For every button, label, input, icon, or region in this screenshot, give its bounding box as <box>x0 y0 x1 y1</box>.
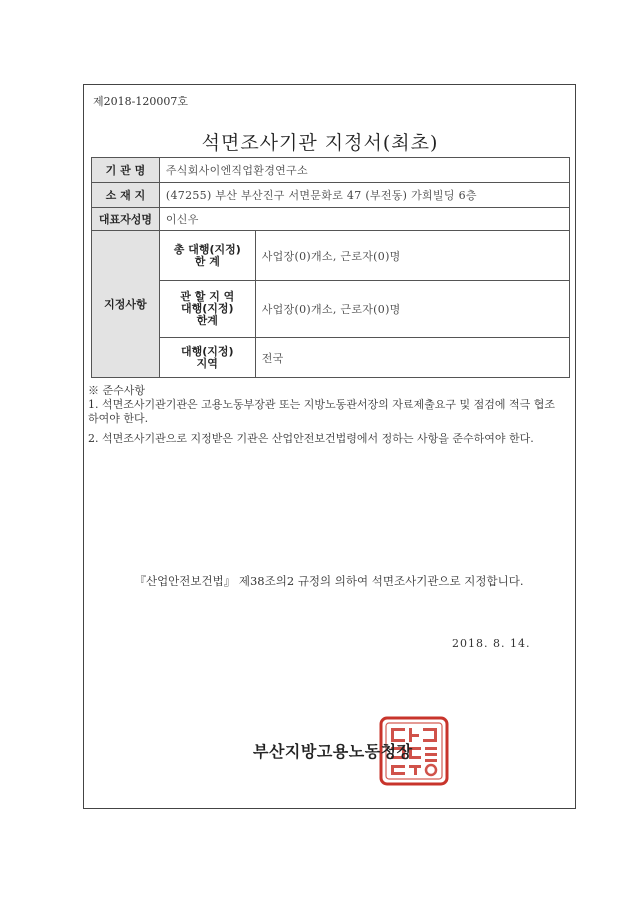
document-title: 석면조사기관 지정서(최초) <box>201 132 439 154</box>
document-number: 제2018-120007호 <box>93 95 188 108</box>
region-limit-label-line1: 관 할 지 역 <box>180 290 235 303</box>
region-limit-label-line3: 한계 <box>196 314 218 327</box>
note-item-1: 1. 석면조사기관기관은 고용노동부장관 또는 지방노동관서장의 자료제출요구 및 점검에 적극 협조하여야 한다. <box>88 398 556 425</box>
designation-label: 지정사항 <box>92 231 160 378</box>
notes-heading: ※ 준수사항 <box>88 384 146 397</box>
declaration-text: 『산업안전보건법』 제38조의2 규정의 의하여 석면조사기관으로 지정합니다. <box>134 574 524 588</box>
region-value: 전국 <box>255 338 569 378</box>
total-limit-value: 사업장(0)개소, 근로자(0)명 <box>255 231 569 281</box>
issue-date: 2018. 8. 14. <box>452 637 531 650</box>
total-limit-label-line2: 한 계 <box>194 254 220 268</box>
region-limit-label-line2: 대행(지정) <box>181 302 234 315</box>
institution-value: 주식회사이엔직업환경연구소 <box>159 158 569 183</box>
total-limit-label-line1: 총 대행(지정) <box>173 242 241 256</box>
note-item-2: 2. 석면조사기관으로 지정받은 기관은 산업안전보건법령에서 정하는 사항을 준수하여야 한다. <box>88 432 534 445</box>
address-row <box>92 183 570 208</box>
info-table <box>91 157 570 378</box>
issuer-name: 부산지방고용노동청장 <box>253 742 413 761</box>
region-limit-value: 사업장(0)개소, 근로자(0)명 <box>255 281 569 338</box>
region-limit-label <box>159 281 255 338</box>
region-label-line1: 대행(지정) <box>181 344 234 358</box>
institution-label: 기 관 명 <box>92 158 160 183</box>
designation-row-1 <box>92 231 570 281</box>
address-value: (47255) 부산 부산진구 서면문화로 47 (부전동) 가희빌딩 6층 <box>159 183 569 208</box>
representative-label: 대표자성명 <box>92 208 160 231</box>
representative-value: 이신우 <box>159 208 569 231</box>
region-label-line2: 지역 <box>196 356 218 370</box>
designation-row-3 <box>92 338 570 378</box>
institution-row <box>92 158 570 183</box>
region-label <box>159 338 255 378</box>
total-limit-label <box>159 231 255 281</box>
designation-row-2 <box>92 281 570 338</box>
compliance-notes <box>88 384 563 452</box>
representative-row <box>92 208 570 231</box>
address-label: 소 재 지 <box>92 183 160 208</box>
